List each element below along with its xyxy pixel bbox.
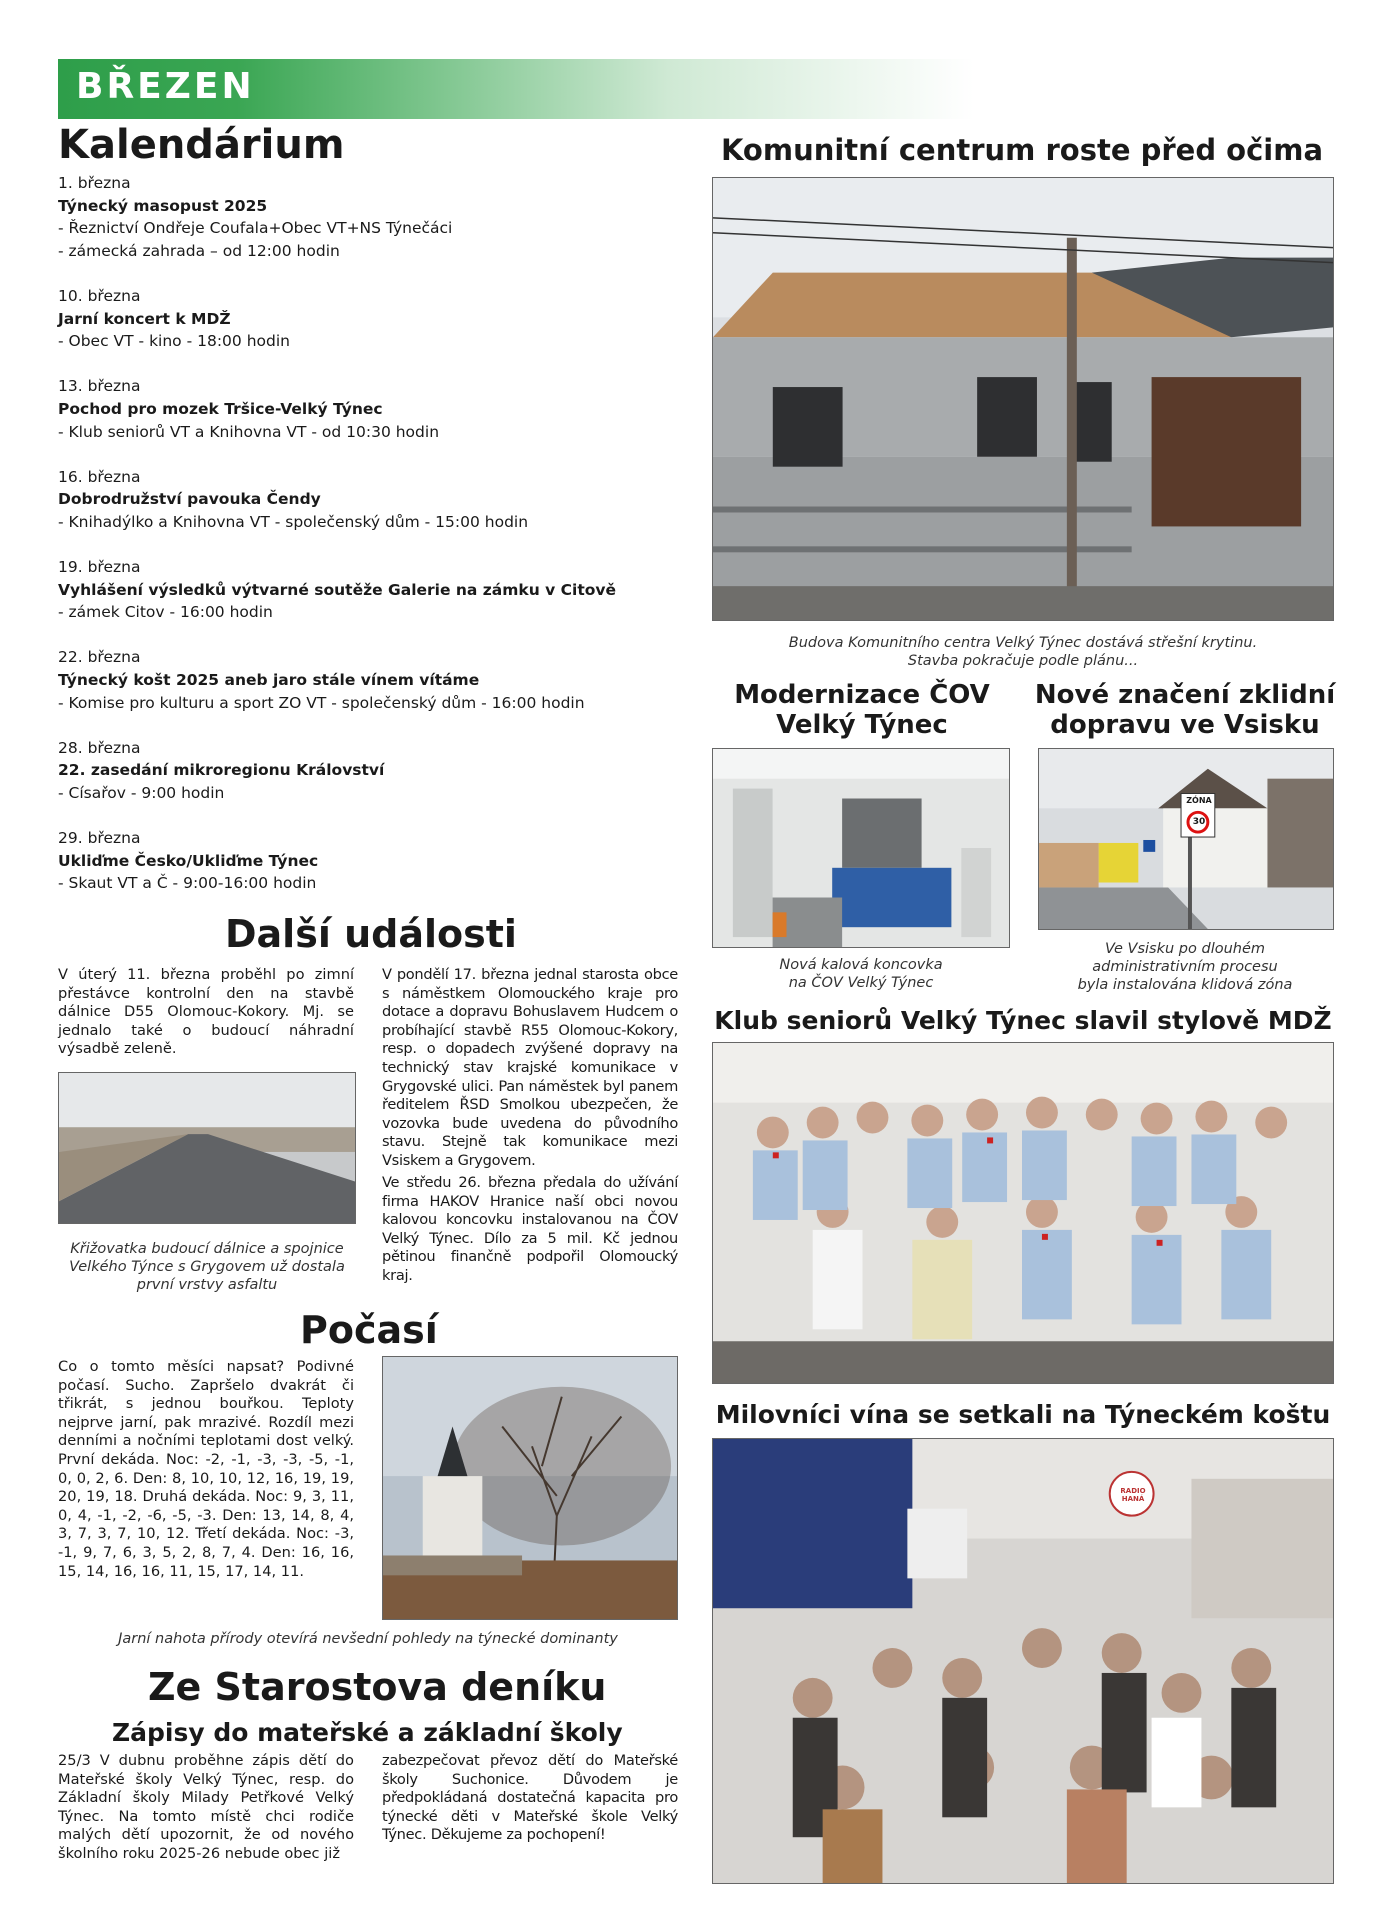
znaceni-photo — [1038, 748, 1334, 930]
dalnice-caption-3: první vrstvy asfaltu — [136, 1277, 278, 1293]
cov-title-1: Modernizace ČOV — [734, 680, 990, 710]
dalnice-caption-2: Velkého Týnce s Grygovem už dostala — [69, 1259, 345, 1275]
dalsi-left-text: V úterý 11. března proběhl po zimní přestávce kontrolní den na stavbě dálnice D55 Olomouc-Kokory. Mj. se jednalo také o budoucí náhradní výsadbě zeleně. — [58, 966, 354, 1058]
calendar-event — [58, 646, 658, 714]
calendar-event-title: Jarní koncert k MDŽ — [58, 309, 231, 328]
znaceni-title-1: Nové značení zklidní — [1034, 680, 1336, 710]
calendar-event-date: 19. března — [58, 558, 141, 577]
calendar-event — [58, 172, 658, 262]
kost-photo — [712, 1438, 1334, 1884]
calendar-event-title: Vyhlášení výsledků výtvarné soutěže Galerie na zámku v Citově — [58, 580, 617, 599]
calendar-event-detail: - Knihadýlko a Knihovna VT - společenský dům - 15:00 hodin — [58, 512, 529, 531]
mdz-photo — [712, 1042, 1334, 1384]
komunitni-caption-1: Budova Komunitního centra Velký Týnec dostává střešní krytinu. — [788, 635, 1258, 651]
calendar-event-title: 22. zasedání mikroregionu Království — [58, 761, 385, 780]
komunitni-title: Komunitní centrum roste před očima — [720, 133, 1324, 167]
calendar-event-detail: - zámecká zahrada – od 12:00 hodin — [58, 241, 340, 260]
pocasi-text: Co o tomto měsíci napsat? Podivné počasí. Sucho. Zapršelo dvakrát či třikrát, s jednou bouřkou. Teploty nejprve jarní, pak mrazivé. Rozdíl mezi denními a nočními teplotami dost velký. První dekáda. Noc: -2, -1, -3, -3, -5, -1, 0, 0, 2, 6. Den: 8, 10, 10, 12, 16, 19, 19, 20, 19, 18. Druhá dekáda. Noc: 9, 3, 11, 0, 4, -1, -2, -6, -5, -3. Den: 13, 14, 8, 4, 3, 7, 3, 7, 10, 12. Třetí dekáda. Noc: -3, -1, 9, 7, 6, 3, 5, 2, 8, 7, 4. Den: 16, 16, 15, 14, 16, 16, 11, 15, 17, 14, 11. — [58, 1358, 354, 1580]
pocasi-title: Počasí — [300, 1308, 438, 1352]
komunitni-caption-2: Stavba pokračuje podle plánu... — [907, 653, 1139, 669]
calendar-event-detail: - Klub seniorů VT a Knihovna VT - od 10:30 hodin — [58, 422, 440, 441]
pocasi-caption: Jarní nahota přírody otevírá nevšední pohledy na týnecké dominanty — [118, 1631, 618, 1647]
calendar-event-date: 10. března — [58, 286, 141, 305]
kost-title: Milovníci vína se setkali na Týneckém koštu — [715, 1400, 1331, 1429]
dalsi-right-text-2: Ve středu 26. března předala do užívání firma HAKOV Hranice naší obci novou kalovou koncovku instalovanou na ČOV Velký Týnec. Dílo za 5 mil. Kč jednou pětinou finančně podpořil Olomoucký kraj. — [382, 1174, 678, 1284]
starosta-title: Ze Starostova deníku — [148, 1665, 607, 1709]
calendar-event-date: 29. března — [58, 829, 141, 848]
znaceni-caption-1: Ve Vsisku po dlouhém — [1104, 941, 1266, 957]
calendar-event — [58, 466, 658, 534]
calendar-event — [58, 556, 658, 624]
calendar-event-title: Týnecký masopust 2025 — [58, 196, 268, 215]
calendar-event-date: 13. března — [58, 377, 141, 396]
cov-title-2: Velký Týnec — [776, 710, 948, 740]
calendar-list — [58, 172, 658, 918]
calendar-event — [58, 737, 658, 805]
calendar-event-detail: - Obec VT - kino - 18:00 hodin — [58, 332, 290, 351]
calendar-event-detail: - zámek Citov - 16:00 hodin — [58, 603, 273, 622]
starosta-text-left: 25/3 V dubnu proběhne zápis dětí do Mateřské školy Velký Týnec, resp. do Základní školy Milady Petřkové Velký Týnec. Na tomto místě chci rodiče malých dětí upozornit, že od nového školního roku 2025-26 nebude obec již — [58, 1752, 354, 1862]
zone-sign-label: ZÓNA — [1186, 796, 1212, 805]
znaceni-title-2: dopravu ve Vsisku — [1050, 710, 1320, 740]
calendar-event-date: 1. března — [58, 174, 131, 192]
calendar-event-detail: - Císařov - 9:00 hodin — [58, 784, 225, 803]
radio-hana-banner: RADIO HANÁ — [1120, 1487, 1146, 1503]
dalnice-photo — [58, 1072, 356, 1224]
calendar-event — [58, 285, 658, 353]
calendar-event-title: Dobrodružství pavouka Čendy — [58, 490, 321, 509]
calendar-event-title: Ukliďme Česko/Ukliďme Týnec — [58, 851, 319, 870]
calendar-event-detail: - Komise pro kulturu a sport ZO VT - společenský dům - 16:00 hodin — [58, 693, 585, 712]
mdz-title: Klub seniorů Velký Týnec slavil stylově MDŽ — [714, 1006, 1332, 1035]
starosta-text-right: zabezpečovat převoz dětí do Mateřské školy Suchonice. Důvodem je předpokládaná dostatečná kapacita pro týnecké děti v Mateřské škole Velký Týnec. Děkujeme za pochopení! — [382, 1752, 678, 1844]
calendar-event-date: 28. března — [58, 738, 141, 757]
komunitni-photo — [712, 177, 1334, 621]
calendar-title: Kalendárium — [58, 122, 345, 168]
calendar-event-detail: - Řeznictví Ondřeje Coufala+Obec VT+NS Týnečáci — [58, 219, 453, 238]
calendar-event-date: 16. března — [58, 467, 141, 486]
calendar-event — [58, 375, 658, 443]
calendar-event-detail: - Skaut VT a Č - 9:00-16:00 hodin — [58, 874, 317, 893]
znaceni-caption-2: administrativním procesu — [1092, 959, 1278, 975]
cov-caption-2: na ČOV Velký Týnec — [788, 975, 934, 991]
znaceni-caption-3: byla instalována klidová zóna — [1077, 977, 1293, 993]
dalsi-right-text-1: V pondělí 17. března jednal starosta obce s náměstkem Olomouckého kraje pro dotace a dopravu Bohuslavem Hudcem o probíhající stavbě R55 Olomouc-Kokory, resp. o dopadech zvýšené dopravy na technický stav krajské komunikace v Grygovské ulici. Pan náměstek byl panem ředitelem ŘSD Smolkou ubezpečen, že vozovka bude uvedena do původního stavu. Stejně tak komunikace mezi Vsiskem a Grygovem. — [382, 966, 678, 1169]
cov-caption-1: Nová kalová koncovka — [779, 957, 943, 973]
starosta-subtitle: Zápisy do mateřské a základní školy — [112, 1718, 623, 1747]
calendar-event-date: 22. března — [58, 648, 141, 667]
dalnice-caption-1: Křižovatka budoucí dálnice a spojnice — [70, 1241, 344, 1257]
calendar-event — [58, 827, 658, 895]
speed-sign-label: 30 — [1192, 817, 1206, 827]
month-title: BŘEZEN — [76, 66, 255, 107]
calendar-event-title: Pochod pro mozek Tršice-Velký Týnec — [58, 399, 383, 418]
calendar-event-title: Týnecký košt 2025 aneb jaro stále vínem vítáme — [58, 671, 480, 690]
cov-photo — [712, 748, 1010, 948]
dalsi-title: Další události — [225, 912, 517, 956]
pocasi-photo — [382, 1356, 678, 1620]
